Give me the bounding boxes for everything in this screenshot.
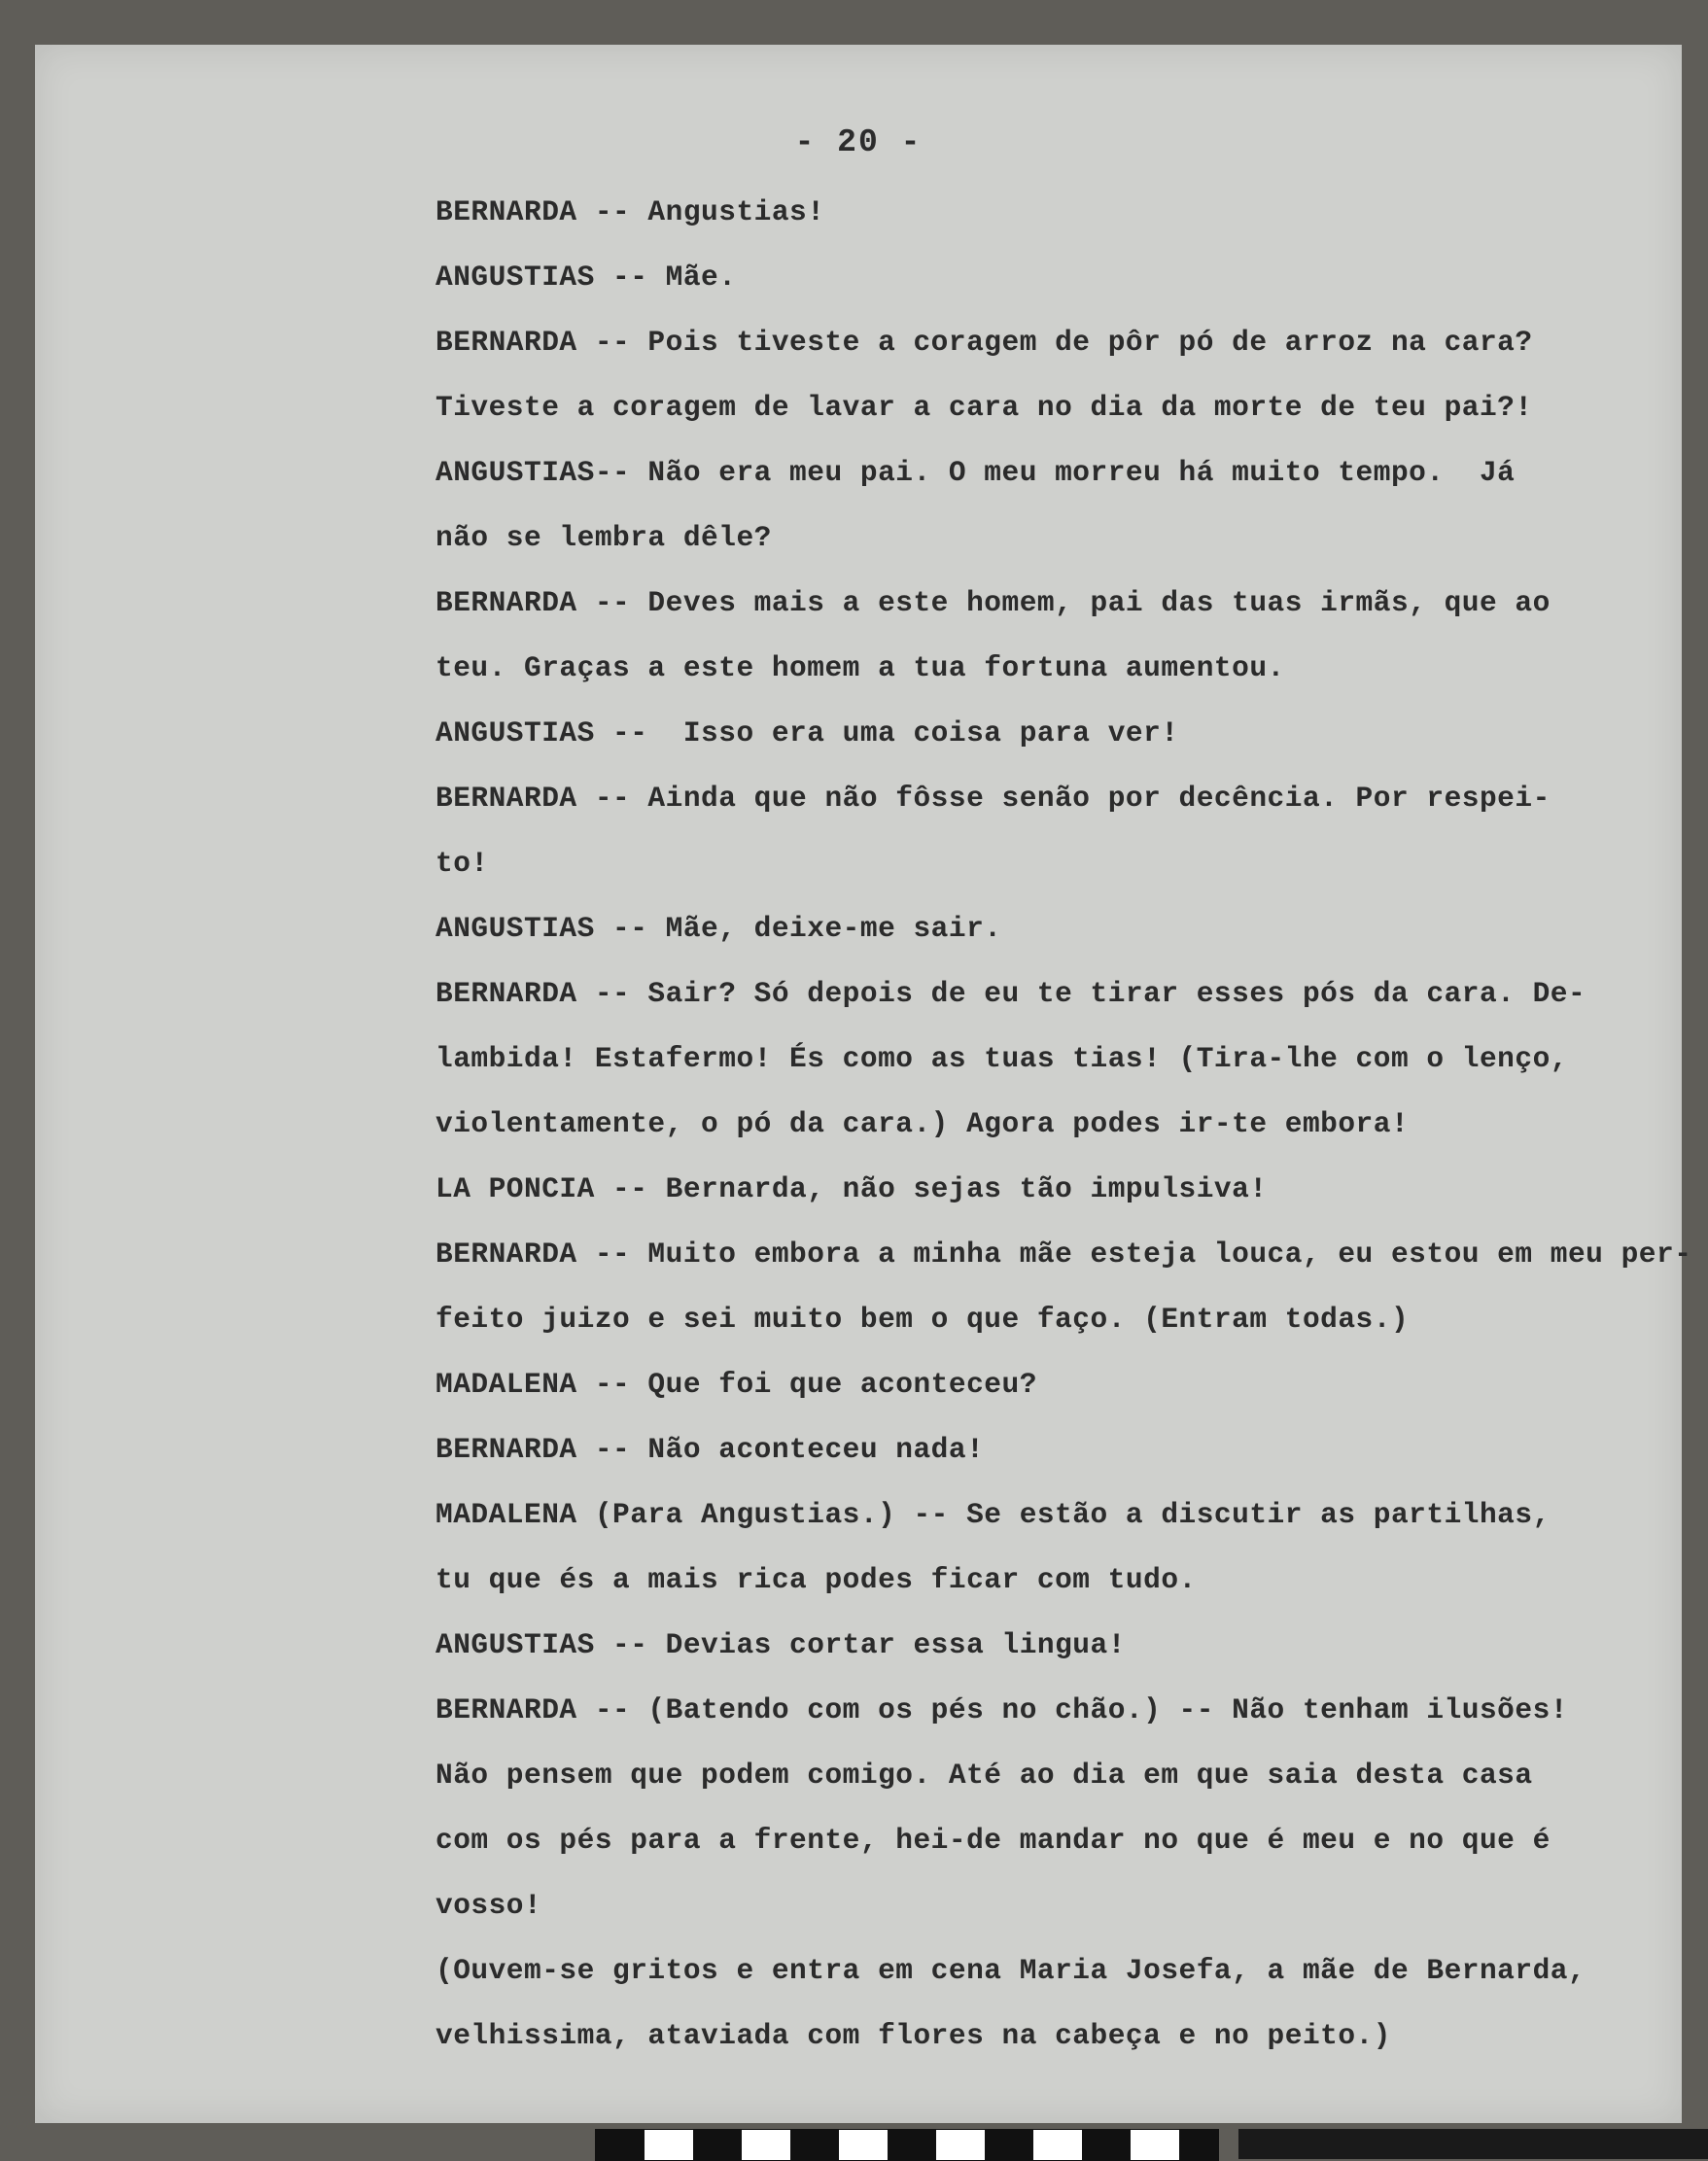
text-line: Não pensem que podem comigo. Até ao dia em que saia desta casa xyxy=(436,1759,1533,1792)
text-line: BERNARDA -- Ainda que não fôsse senão por decência. Por respei- xyxy=(436,782,1551,815)
text-line: LA PONCIA -- Bernarda, não sejas tão impulsiva! xyxy=(436,1172,1268,1205)
text-line: MADALENA -- Que foi que aconteceu? xyxy=(436,1368,1037,1401)
text-line: ANGUSTIAS -- Mãe, deixe-me sair. xyxy=(436,912,1002,945)
stage-direction-line: (Ouvem-se gritos e entra em cena Maria Josefa, a mãe de Bernarda, xyxy=(436,1954,1586,1987)
text-line: ANGUSTIAS -- Devias cortar essa lingua! xyxy=(436,1628,1126,1661)
text-line-with-handwritten-correction: BERNARDA -- Muito embora a minha mãe esteja louca, eu estou em meu per- xyxy=(436,1237,1692,1271)
text-line: não se lembra dêle? xyxy=(436,521,772,554)
text-line: teu. Graças a este homem a tua fortuna aumentou. xyxy=(436,651,1285,684)
typescript-page xyxy=(35,45,1692,2123)
script-text xyxy=(436,192,1708,2081)
text-line: ANGUSTIAS-- Não era meu pai. O meu morreu há muito tempo. Já xyxy=(436,456,1516,489)
text-line: BERNARDA -- (Batendo com os pés no chão.) -- Não tenham ilusões! xyxy=(436,1693,1568,1726)
text-line: com os pés para a frente, hei-de mandar no que é meu e no que é xyxy=(436,1824,1551,1857)
text-line: vosso! xyxy=(436,1889,542,1922)
text-line: tu que és a mais rica podes ficar com tudo. xyxy=(436,1563,1197,1596)
text-line: Tiveste a coragem de lavar a cara no dia da morte de teu pai?! xyxy=(436,391,1533,424)
text-line: feito juizo e sei muito bem o que faço. (Entram todas.) xyxy=(436,1303,1410,1336)
page-number: - 20 - xyxy=(794,124,923,160)
ruler-end-block xyxy=(1238,2129,1708,2159)
text-line: BERNARDA -- Não aconteceu nada! xyxy=(436,1433,985,1466)
text-line: lambida! Estafermo! És como as tuas tias! (Tira-lhe com o lenço, xyxy=(436,1042,1568,1075)
text-line-with-handwritten-correction: violentamente, o pó da cara.) Agora podes ir-te embora! xyxy=(436,1107,1410,1140)
text-line-with-handwritten-correction: BERNARDA -- Sair? Só depois de eu te tirar esses pós da cara. De- xyxy=(436,977,1586,1010)
text-line: to! xyxy=(436,847,489,880)
text-line: BERNARDA -- Deves mais a este homem, pai das tuas irmãs, que ao xyxy=(436,586,1551,619)
text-line: BERNARDA -- Pois tiveste a coragem de pôr pó de arroz na cara? xyxy=(436,326,1533,359)
text-line: BERNARDA -- Angustias! xyxy=(436,195,825,228)
color-scale-ruler xyxy=(595,2129,1219,2161)
text-line: ANGUSTIAS -- Isso era uma coisa para ver! xyxy=(436,716,1179,749)
text-line: MADALENA (Para Angustias.) -- Se estão a discutir as partilhas, xyxy=(436,1498,1551,1531)
stage-direction-line: velhissima, ataviada com flores na cabeça e no peito.) xyxy=(436,2019,1391,2052)
text-line: ANGUSTIAS -- Mãe. xyxy=(436,261,737,294)
